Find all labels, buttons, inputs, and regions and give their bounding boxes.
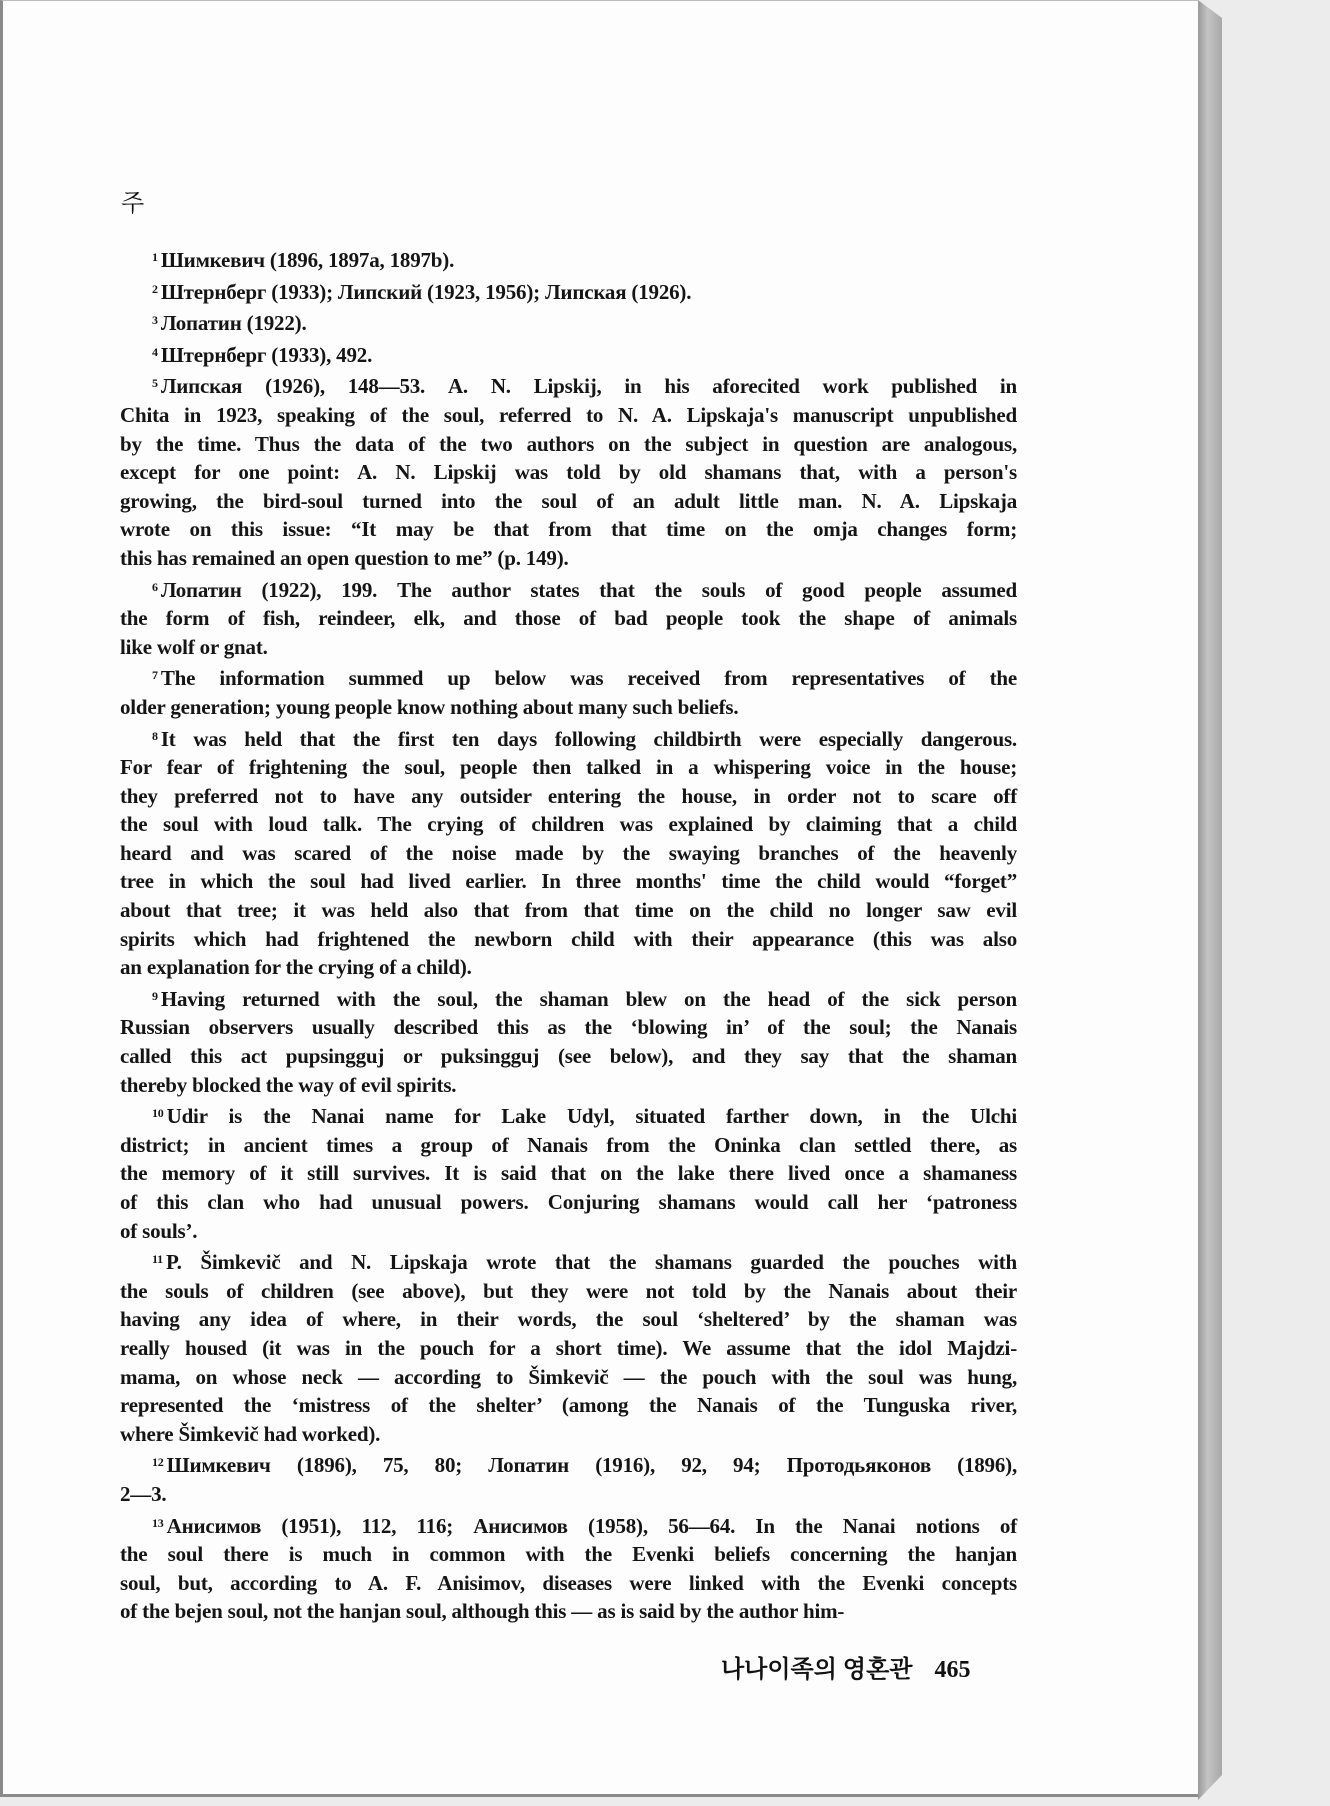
endnote-text: they preferred not to have any outsider entering the house, in order not to scare off (120, 783, 1017, 808)
endnote-text: having any idea of where, in their words, the soul ‘sheltered’ by the shaman was (120, 1307, 1017, 1332)
endnote-number: 12 (152, 1455, 164, 1470)
endnote-2 (120, 275, 1017, 307)
endnote-line (120, 1217, 1017, 1246)
endnote-text: thereby blocked the way of evil spirits. (120, 1072, 457, 1097)
endnote-line (120, 243, 1017, 275)
endnote-1 (120, 243, 1017, 275)
endnote-text: soul, but, according to A. F. Anisimov, diseases were linked with the Evenki concepts (120, 1570, 1017, 1595)
endnote-text: wrote on this issue: “It may be that from that time on the omja changes form; (120, 517, 1017, 542)
endnote-line (120, 661, 1017, 693)
endnote-line (120, 633, 1017, 662)
endnote-text: like wolf or gnat. (120, 634, 268, 659)
endnote-line (120, 306, 1017, 338)
endnote-text: except for one point: A. N. Lipskij was told by old shamans that, with a person's (120, 460, 1017, 485)
endnote-line (120, 487, 1017, 516)
endnote-line (120, 1391, 1017, 1420)
endnote-line (120, 369, 1017, 401)
endnote-line (120, 1569, 1017, 1598)
endnote-number: 3 (152, 313, 158, 328)
endnote-number: 5 (152, 376, 158, 391)
endnote-line (120, 1420, 1017, 1449)
endnote-line (120, 753, 1017, 782)
endnote-text: this has remained an open question to me” (p. 149). (120, 545, 569, 570)
endnote-8 (120, 722, 1017, 982)
endnote-text: spirits which had frightened the newborn child with their appearance (this was also (120, 926, 1017, 951)
endnote-9 (120, 982, 1017, 1099)
endnote-text: by the time. Thus the data of the two authors on the subject in question are analogous, (120, 431, 1017, 456)
endnote-7 (120, 661, 1017, 721)
endnote-text: about that tree; it was held also that from that time on the child no longer saw evil (120, 898, 1017, 923)
endnote-text: heard and was scared of the noise made by the swaying branches of the heavenly (120, 840, 1017, 865)
endnote-text: Udir is the Nanai name for Lake Udyl, situated farther down, in the Ulchi (166, 1104, 1017, 1129)
endnote-text: mama, on whose neck — according to Šimkevič — the pouch with the soul was hung, (120, 1364, 1017, 1389)
endnote-text: The information summed up below was received from representatives of the (160, 666, 1017, 691)
endnote-text: Chita in 1923, speaking of the soul, referred to N. A. Lipskaja's manuscript unpublished (120, 402, 1017, 427)
endnote-number: 13 (152, 1515, 164, 1530)
endnote-line (120, 458, 1017, 487)
endnote-line (120, 839, 1017, 868)
endnote-line (120, 1597, 1017, 1626)
endnote-line (120, 1071, 1017, 1100)
endnote-line (120, 338, 1017, 370)
endnote-line (120, 1480, 1017, 1509)
endnote-text: It was held that the first ten days following childbirth were especially dangerous. (160, 726, 1017, 751)
endnote-line (120, 515, 1017, 544)
endnote-number: 4 (152, 344, 158, 359)
endnote-line (120, 1013, 1017, 1042)
endnote-number: 1 (152, 250, 158, 264)
endnote-line (120, 573, 1017, 605)
endnote-10 (120, 1099, 1017, 1245)
page-footer (721, 1649, 970, 1684)
endnote-line (120, 1509, 1017, 1541)
endnote-text: the memory of it still survives. It is said that on the lake there lived once a shamaness (120, 1161, 1017, 1186)
endnote-line (120, 1245, 1017, 1277)
endnote-text: Лопатин (1922). (160, 311, 307, 336)
endnote-text: older generation; young people know nothing about many such beliefs. (120, 694, 739, 719)
endnote-line (120, 604, 1017, 633)
endnote-text: Шимкевич (1896), 75, 80; Лопатин (1916), 92, 94; Протодьяконов (1896), (166, 1453, 1017, 1478)
endnote-text: Липская (1926), 148—53. A. N. Lipskij, in his aforecited work published in (160, 374, 1017, 399)
endnote-13 (120, 1509, 1017, 1626)
endnote-text: the souls of children (see above), but they were not told by the Nanais about their (120, 1278, 1017, 1303)
endnote-text: 2—3. (120, 1481, 167, 1506)
endnote-line (120, 1188, 1017, 1217)
endnote-text: Лопатин (1922), 199. The author states that the souls of good people assumed (160, 577, 1017, 602)
endnote-line (120, 1131, 1017, 1160)
endnote-number: 8 (152, 728, 158, 743)
endnote-text: the soul there is much in common with the Evenki beliefs concerning the hanjan (120, 1542, 1017, 1567)
endnote-text: represented the ‘mistress of the shelter’ (among the Nanais of the Tunguska river, (120, 1393, 1017, 1418)
endnote-number: 7 (152, 668, 158, 683)
endnote-line (120, 722, 1017, 754)
endnote-text: Russian observers usually described this as the ‘blowing in’ of the soul; the Nanais (120, 1015, 1017, 1040)
endnote-6 (120, 573, 1017, 662)
endnote-text: P. Šimkevič and N. Lipskaja wrote that the shamans guarded the pouches with (165, 1250, 1017, 1275)
endnotes (120, 243, 1017, 1626)
page-edge-shadow (1198, 0, 1222, 1800)
endnote-text: an explanation for the crying of a child). (120, 955, 472, 980)
endnote-line (120, 1448, 1017, 1480)
endnote-line (120, 1159, 1017, 1188)
endnote-line (120, 1540, 1017, 1569)
section-heading: 주 (121, 191, 145, 217)
endnote-line (120, 275, 1017, 307)
endnote-line (120, 1099, 1017, 1131)
endnote-3 (120, 306, 1017, 338)
endnote-text: the form of fish, reindeer, elk, and those of bad people took the shape of animals (120, 606, 1017, 631)
endnote-text: For fear of frightening the soul, people then talked in a whispering voice in the house; (120, 755, 1017, 780)
endnote-text: of souls’. (120, 1218, 198, 1243)
endnote-text: growing, the bird-soul turned into the soul of an adult little man. N. A. Lipskaja (120, 488, 1017, 513)
endnote-text: of this clan who had unusual powers. Conjuring shamans would call her ‘patroness (120, 1190, 1017, 1214)
endnote-number: 9 (152, 988, 158, 1003)
endnote-text: Анисимов (1951), 112, 116; Анисимов (1958), 56—64. In the Nanai notions of (166, 1513, 1017, 1538)
endnote-5 (120, 369, 1017, 572)
endnote-number: 6 (152, 579, 158, 594)
endnote-text: district; in ancient times a group of Nanais from the Oninka clan settled there, as (120, 1132, 1017, 1157)
endnote-number: 2 (152, 281, 158, 296)
endnote-text: Штернберг (1933), 492. (160, 342, 373, 367)
endnote-line (120, 896, 1017, 925)
endnote-text: tree in which the soul had lived earlier. In three months' time the child would “forget” (120, 869, 1017, 894)
endnote-line (120, 1334, 1017, 1363)
endnote-line (120, 982, 1017, 1014)
endnote-line (120, 1277, 1017, 1306)
endnote-line (120, 953, 1017, 982)
endnote-line (120, 1363, 1017, 1392)
endnote-line (120, 867, 1017, 896)
endnote-line (120, 782, 1017, 811)
endnote-line (120, 430, 1017, 459)
endnote-line (120, 810, 1017, 839)
endnote-line (120, 1042, 1017, 1071)
endnote-text: the soul with loud talk. The crying of children was explained by claiming that a child (120, 812, 1017, 837)
endnote-line (120, 693, 1017, 722)
endnote-11 (120, 1245, 1017, 1448)
endnote-text: really housed (it was in the pouch for a short time). We assume that the idol Majdzi- (120, 1335, 1017, 1360)
endnote-line (120, 401, 1017, 430)
page-number: 465 (934, 1657, 971, 1683)
endnote-text: Having returned with the soul, the shaman blew on the head of the sick person (160, 986, 1017, 1011)
endnote-text: Шимкевич (1896, 1897a, 1897b). (160, 248, 455, 272)
endnote-line (120, 1305, 1017, 1334)
endnote-line (120, 925, 1017, 954)
endnote-line (120, 544, 1017, 573)
endnote-text: called this act pupsingguj or puksingguj (see below), and they say that the shaman (120, 1044, 1017, 1069)
endnote-text: of the bejen soul, not the hanjan soul, although this — as is said by the author him- (120, 1599, 845, 1624)
endnote-12 (120, 1448, 1017, 1508)
endnote-text: Штернберг (1933); Липский (1923, 1956); Липская (1926). (160, 279, 692, 304)
endnote-number: 11 (152, 1252, 163, 1267)
endnote-4 (120, 338, 1017, 370)
endnote-number: 10 (152, 1106, 164, 1121)
running-title: 나나이족의 영혼관 (721, 1657, 913, 1683)
endnote-text: where Šimkevič had worked). (120, 1421, 381, 1446)
